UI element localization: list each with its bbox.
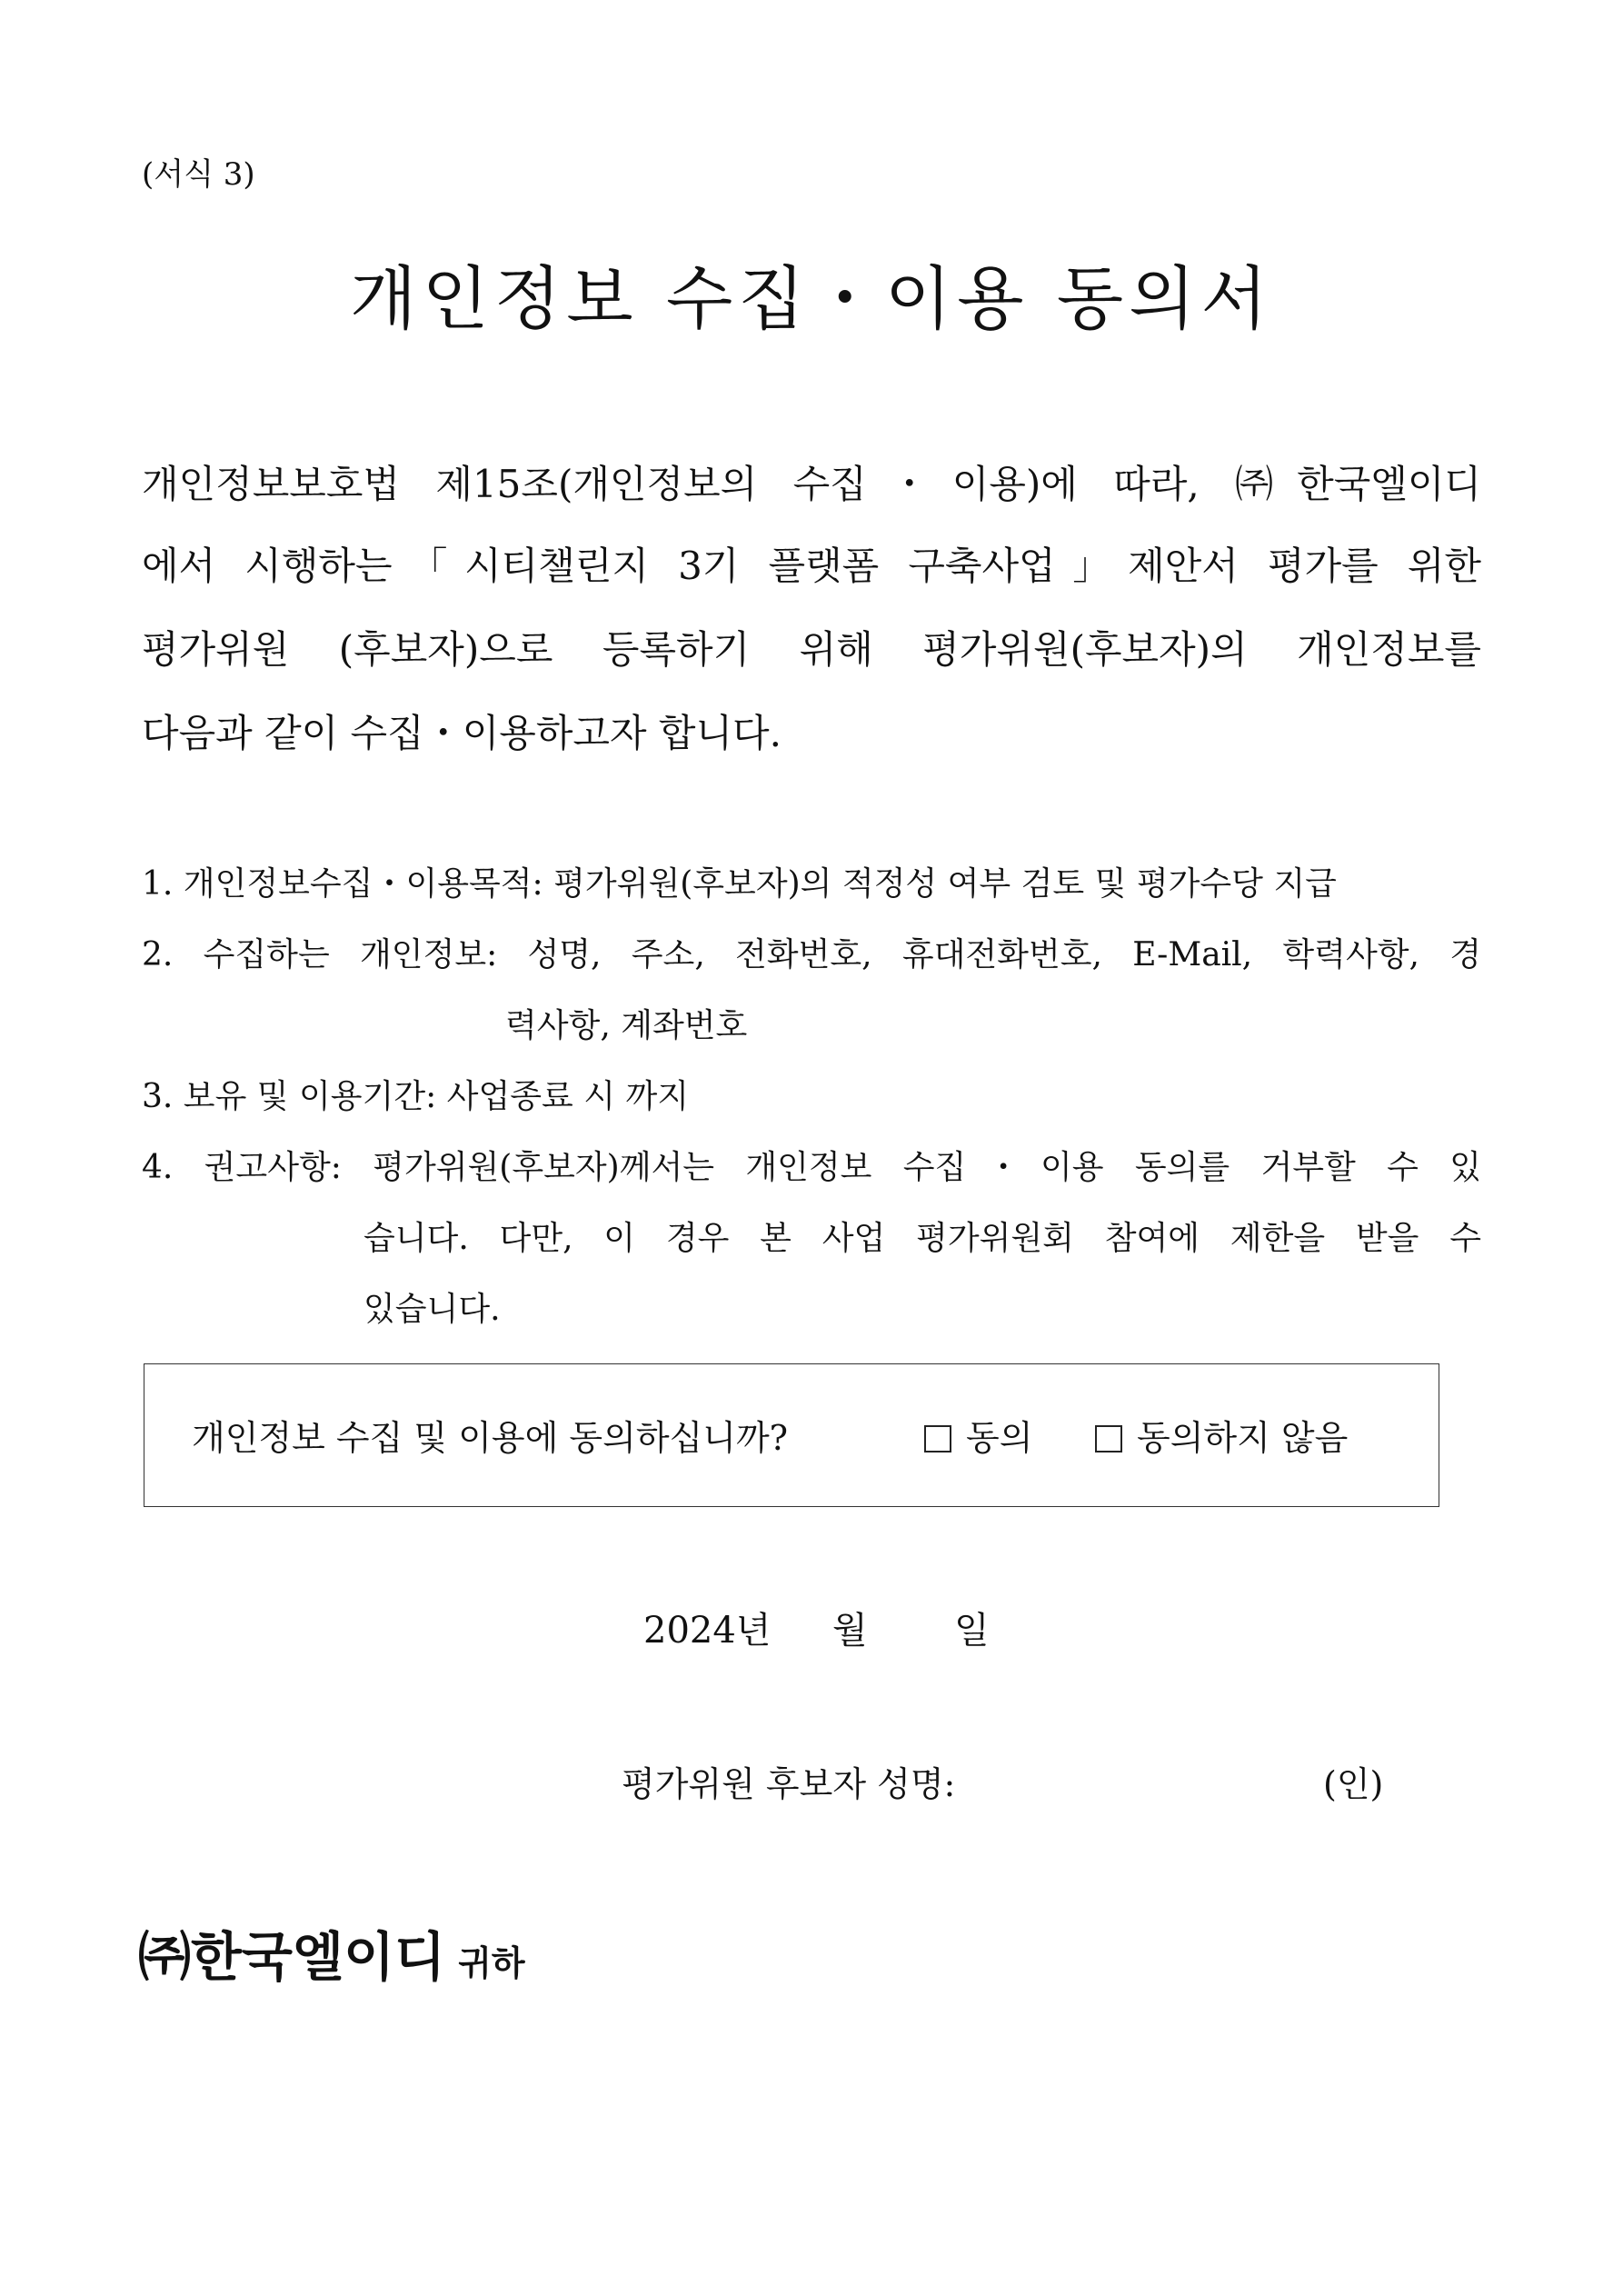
item-collected-info: 2. 수집하는 개인정보: 성명, 주소, 전화번호, 휴대전화번호, E-Mail, 학력사항, 경: [142, 936, 1481, 973]
recipient-suffix: 귀하: [458, 1943, 525, 1983]
recipient: [138, 1914, 525, 1991]
date-year: 2024년: [643, 1610, 772, 1652]
document-title: 개인정보 수집・이용 동의서: [350, 258, 1273, 339]
agree-label: 동의: [966, 1418, 1033, 1458]
intro-line: 평가위원 (후보자)으로 등록하기 위해 평가위원(후보자)의 개인정보를: [142, 627, 1481, 672]
item-recommendation-cont: 있습니다.: [363, 1291, 501, 1328]
agree-option[interactable]: [924, 1410, 1032, 1460]
item-collected-info-cont: 력사항, 계좌번호: [505, 1007, 748, 1044]
consent-box: [144, 1363, 1439, 1507]
disagree-checkbox[interactable]: [1095, 1425, 1122, 1452]
intro-line: 다음과 같이 수집・이용하고자 합니다.: [142, 711, 782, 755]
agree-checkbox[interactable]: [924, 1425, 951, 1452]
item-recommendation-cont: 습니다. 다만, 이 경우 본 사업 평가위원회 참여에 제한을 받을 수: [363, 1220, 1481, 1257]
disagree-label: 동의하지 않음: [1137, 1418, 1349, 1458]
disagree-option[interactable]: [1095, 1410, 1348, 1460]
form-number-label: (서식 3): [142, 156, 255, 193]
intro-line: 에서 시행하는「시티챌린지 3기 플랫폼 구축사업」제안서 평가를 위한: [142, 544, 1481, 588]
item-purpose: 1. 개인정보수집・이용목적: 평가위원(후보자)의 적정성 여부 검토 및 평가수당 지급: [142, 865, 1337, 903]
recipient-name: ㈜한국엘이디: [138, 1926, 446, 1988]
consent-question: 개인정보 수집 및 이용에 동의하십니까?: [192, 1418, 789, 1458]
intro-line: 개인정보보호법 제15조(개인정보의 수집・이용)에 따라, ㈜한국엘이디: [142, 462, 1481, 506]
item-retention-period: 3. 보유 및 이용기간: 사업종료 시 까지: [142, 1078, 690, 1115]
date-day: 일: [954, 1610, 990, 1652]
date-month: 월: [832, 1610, 868, 1652]
seal-mark: (인): [1323, 1764, 1384, 1804]
item-recommendation: 4. 권고사항: 평가위원(후보자)께서는 개인정보 수집・이용 동의를 거부할 수 있: [142, 1149, 1481, 1186]
signature-label: 평가위원 후보자 성명:: [622, 1764, 956, 1804]
